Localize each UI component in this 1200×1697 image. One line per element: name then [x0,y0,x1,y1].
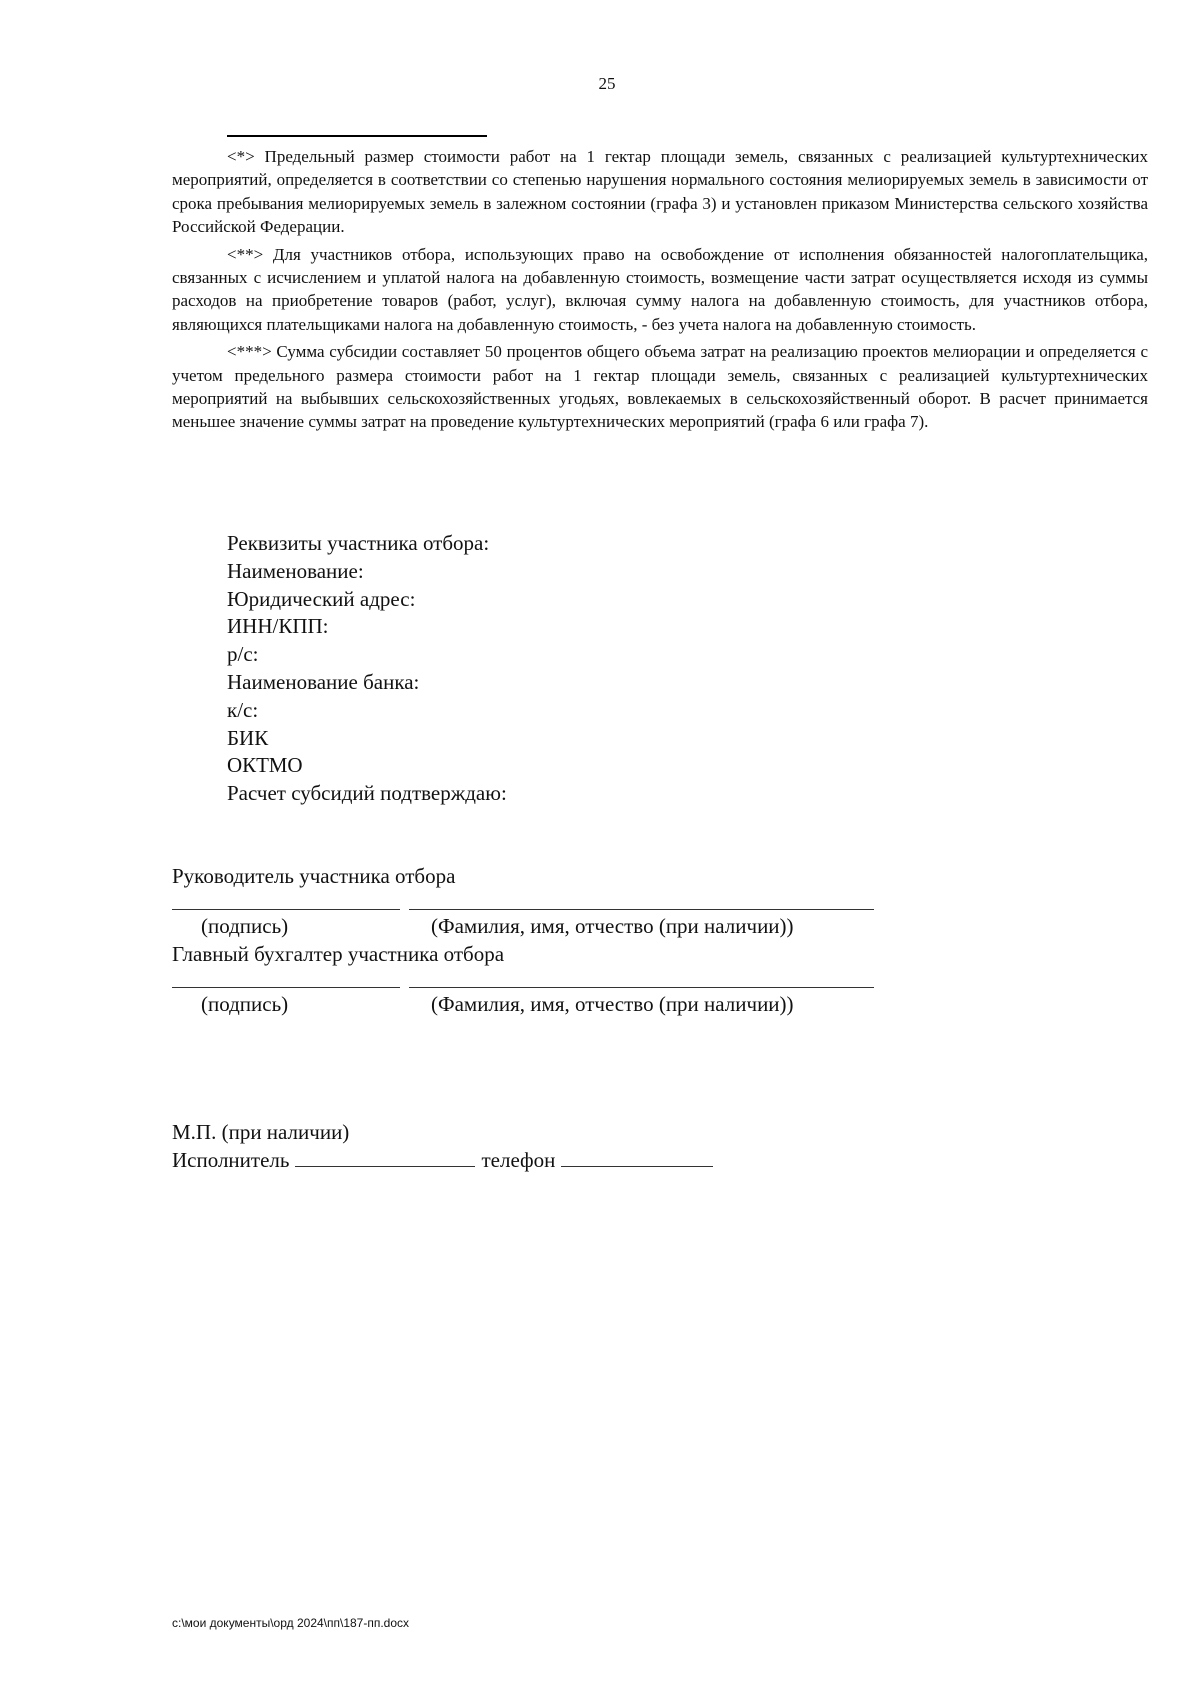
signature-block [172,862,892,1018]
requisite-legal-address: Юридический адрес: [227,586,416,611]
accountant-captions [172,990,892,1018]
file-path: c:\мои документы\орд 2024\пп\187-пп.docx [172,1616,410,1630]
accountant-signature-lines [172,968,892,990]
phone-blank [561,1148,713,1167]
footnote-3: <***> Сумма субсидии составляет 50 процентов общего объема затрат на реализацию проектов мелиорации и определяется с учетом предельного размера стоимости работ на 1 гектар площади земель, связанных с реализацией культуртехнических мероприятий на выбывших сельскохозяйственных угодьях, вовлекаемых в сельскохозяйственный оборот. В расчет принимается меньшее значение суммы затрат на проведение культуртехнических мероприятий (графа 6 или графа 7). [172,342,1148,432]
head-name-line [409,909,874,910]
head-signature-caption: (подпись) [201,914,289,938]
stamp-block [172,1118,713,1174]
requisite-bank-name: Наименование банка: [227,669,420,694]
phone-label: телефон [481,1148,556,1172]
participant-requisites [227,530,507,808]
footnote-2: <**> Для участников отбора, использующих право на освобождение от исполнения обязанностей налогоплательщика, связанных с исчислением и уплатой налога на добавленную стоимость, возмещение части затрат осуществляется исходя из суммы расходов на приобретение товаров (работ, услуг), включая сумму налога на добавленную стоимость, для участников отбора, являющихся плательщиками налога на добавленную стоимость, - без учета налога на добавленную стоимость. [172,244,1148,334]
head-signature-lines [172,890,892,912]
head-title: Руководитель участника отбора [172,864,456,888]
requisite-account: р/с: [227,642,259,667]
requisite-name: Наименование: [227,558,364,583]
subsidy-confirmation: Расчет субсидий подтверждаю: [227,781,507,806]
footnote-1: <*> Предельный размер стоимости работ на 1 гектар площади земель, связанных с реализацией культуртехнических мероприятий, определяется в соответствии со степенью нарушения нормального состояния мелиорируемых земель в зависимости от срока пребывания мелиорируемых земель в залежном состоянии (графа 3) и установлен приказом Министерства сельского хозяйства Российской Федерации. [172,147,1148,237]
requisite-bik: БИК [227,725,269,750]
accountant-signature-line [172,987,400,988]
requisite-inn-kpp: ИНН/КПП: [227,614,329,639]
footnotes [172,145,1148,438]
seal-label: М.П. (при наличии) [172,1120,350,1144]
requisites-heading: Реквизиты участника отбора: [227,531,490,555]
accountant-signature-caption: (подпись) [201,992,289,1016]
requisite-oktmo: ОКТМО [227,753,303,778]
accountant-title: Главный бухгалтер участника отбора [172,942,505,966]
page-number: 25 [598,74,616,93]
executor-label: Исполнитель [172,1148,290,1172]
footnote-separator [227,135,487,137]
requisite-corr-account: к/с: [227,697,259,722]
executor-line [172,1146,713,1174]
head-name-caption: (Фамилия, имя, отчество (при наличии)) [431,914,794,938]
head-signature-line [172,909,400,910]
accountant-name-line [409,987,874,988]
accountant-name-caption: (Фамилия, имя, отчество (при наличии)) [431,992,794,1016]
executor-blank [295,1148,475,1167]
head-captions [172,912,892,940]
